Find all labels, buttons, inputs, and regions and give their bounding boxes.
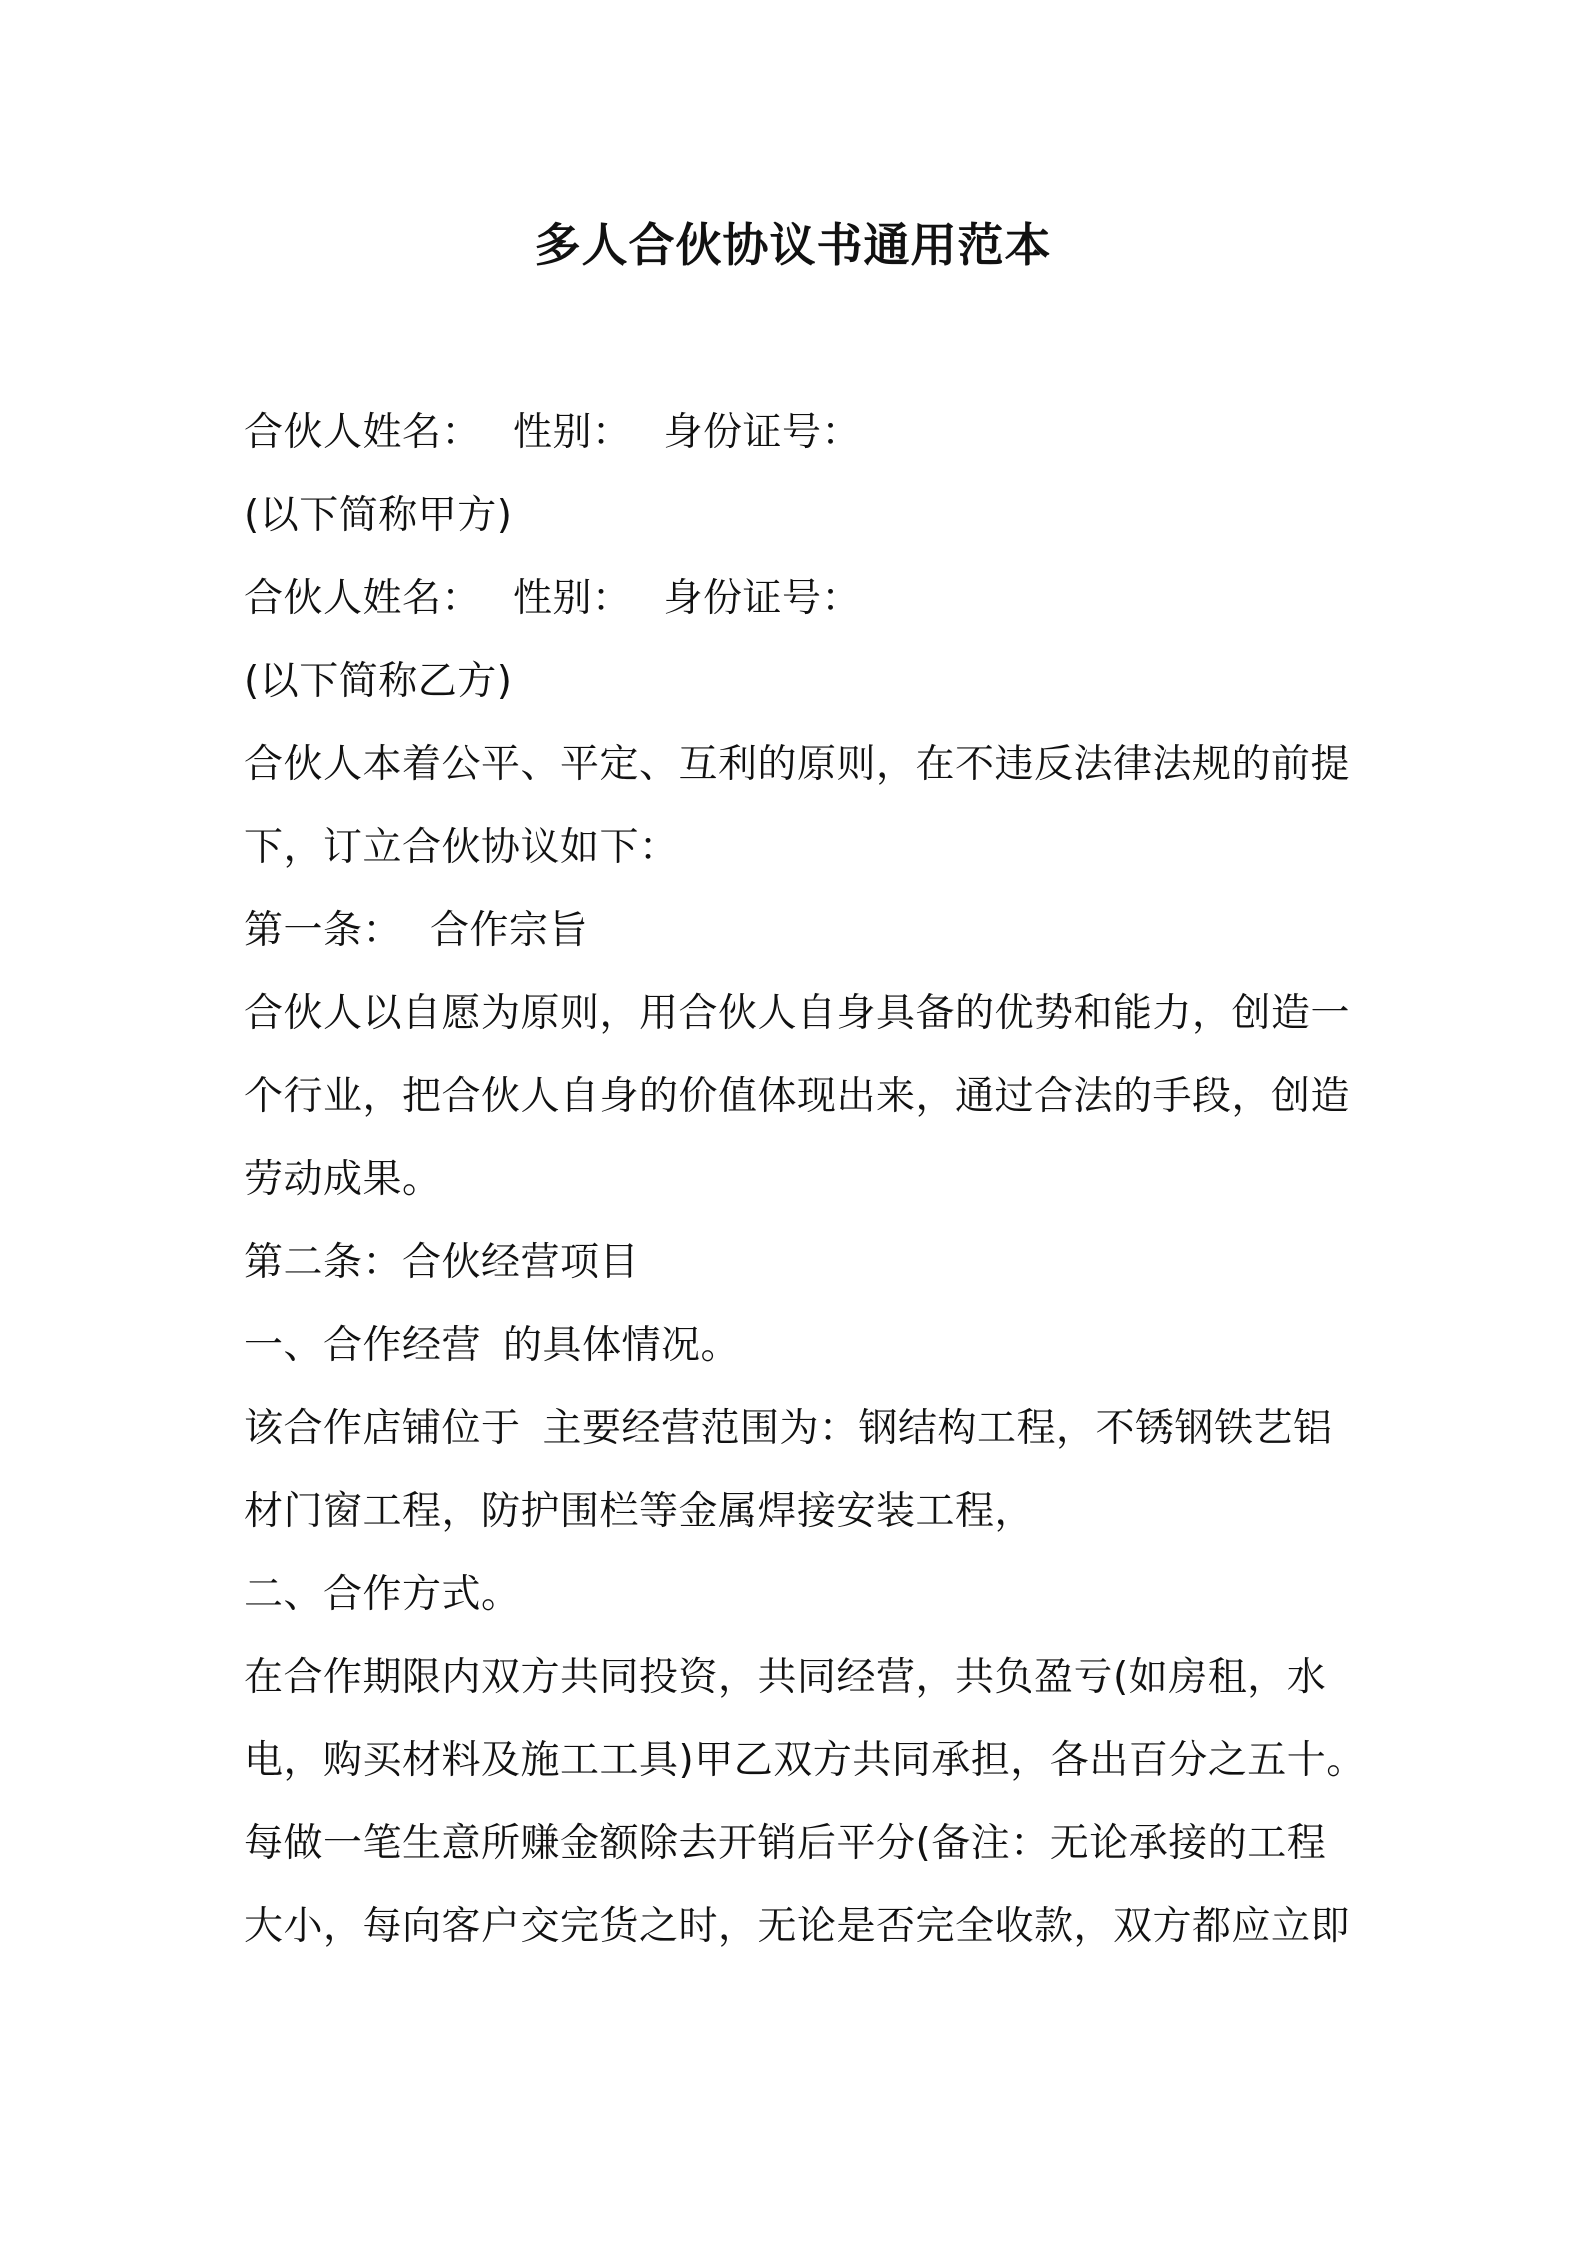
business-scope-text: 主要经营范围为：钢结构工程，不锈钢铁艺铝 (542, 1406, 1333, 1451)
page-title: 多人合伙协议书通用范本 (534, 218, 1052, 272)
mode-line-4: 大小，每向客户交完货之时，无论是否完全收款，双方都应立即 (244, 1904, 1351, 1949)
id-number-label: 身份证号： (663, 576, 862, 621)
preamble-line-1: 合伙人本着公平、平定、互利的原则，在不违反法律法规的前提 (244, 742, 1351, 787)
article-1-heading (244, 903, 588, 959)
partner-name-label: 合伙人姓名： (244, 576, 482, 621)
partner-name-label: 合伙人姓名： (244, 410, 482, 455)
section-1-title: 一、合作经营 (244, 1323, 482, 1368)
mode-line-3: 每做一笔生意所赚金额除去开销后平分(备注：无论承接的工程 (244, 1821, 1327, 1866)
party-b-alias: (以下简称乙方) (244, 659, 513, 704)
mode-line-2: 电，购买材料及施工工具)甲乙双方共同承担，各出百分之五十。 (244, 1738, 1366, 1783)
gender-label: 性别： (513, 576, 632, 621)
mode-line-1: 在合作期限内双方共同投资，共同经营，共负盈亏(如房租，水 (244, 1655, 1327, 1700)
article-2-heading: 第二条：合伙经营项目 (244, 1240, 640, 1285)
scope-line-1 (244, 1401, 1333, 1457)
scope-line-2: 材门窗工程，防护围栏等金属焊接安装工程， (244, 1489, 1035, 1534)
article-1-line-2: 个行业，把合伙人自身的价值体现出来，通过合法的手段，创造 (244, 1074, 1351, 1119)
shop-location-label: 该合作店铺位于 (244, 1406, 521, 1451)
section-2-heading: 二、合作方式。 (244, 1572, 521, 1617)
preamble-line-2: 下，订立合伙协议如下： (244, 825, 679, 870)
article-1-number: 第一条： (244, 908, 403, 953)
gender-label: 性别： (513, 410, 632, 455)
section-1-heading (244, 1318, 740, 1374)
article-1-line-1: 合伙人以自愿为原则，用合伙人自身具备的优势和能力，创造一 (244, 991, 1351, 1036)
section-1-suffix: 的具体情况。 (503, 1323, 741, 1368)
party-b-info-line (244, 571, 861, 627)
party-a-alias: (以下简称甲方) (244, 493, 513, 538)
id-number-label: 身份证号： (663, 410, 862, 455)
article-1-line-3: 劳动成果。 (244, 1157, 442, 1202)
article-1-title: 合作宗旨 (430, 908, 589, 953)
party-a-info-line (244, 405, 861, 461)
